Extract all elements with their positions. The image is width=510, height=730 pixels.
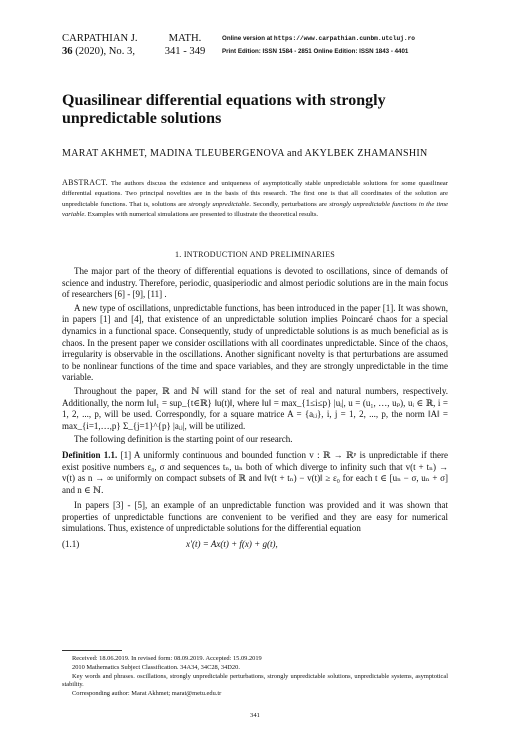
online-version	[222, 32, 482, 45]
abstract-label: ABSTRACT.	[62, 178, 108, 187]
volume-number: 36	[62, 46, 73, 57]
received-dates: Received: 18.06.2019. In revised form: 08.09.2019. Accepted: 15.09.2019	[72, 655, 262, 662]
edition-info	[222, 32, 482, 58]
abstract-emphasis-1: strongly unpredictable	[188, 200, 250, 208]
msc-classification: 2010 Mathematics Subject Classification. 34A34, 34C28, 34D20.	[72, 663, 240, 671]
section-heading: 1. INTRODUCTION AND PRELIMINARIES	[174, 250, 336, 259]
journal-info	[62, 32, 157, 58]
abstract-text-2: . Secondly, perturbations are	[249, 200, 330, 208]
journal-subject: MATH.	[168, 33, 202, 44]
page-range: 341 - 349	[164, 46, 206, 57]
body-text	[62, 266, 448, 553]
footnote-rule	[62, 650, 122, 651]
online-url-link[interactable]: https://www.carpathian.cunbm.utcluj.ro	[273, 35, 416, 42]
abstract-text-3: . Examples with numerical simulations are presented to illustrate the theoretical results.	[84, 210, 319, 218]
page-number: 341	[250, 712, 260, 719]
equation-1-1	[62, 539, 448, 553]
corresponding-author: Corresponding author: Marat Akhmet; marat@metu.edu.tr	[72, 690, 222, 698]
definition-label: Definition 1.1.	[62, 449, 118, 460]
author-list	[62, 148, 462, 159]
journal-name: CARPATHIAN J.	[62, 33, 138, 44]
definition-text: [1] A uniformly continuous and bounded function v : ℝ → ℝᵖ is unpredictable if there exist positive numbers ε₀, σ and sequences tₙ, uₙ both of which diverge to infinity such that v(t + tₙ) → v(t) as n → ∞ uniformly on compact subsets of ℝ and ‖v(t + tₙ) − v(t)‖ ≥ ε₀ for each t ∈ [uₙ − σ, uₙ + σ] and n ∈ ℕ.	[62, 449, 448, 495]
paragraph-2: A new type of oscillations, unpredictable functions, has been introduced in the paper [1]. It was shown, in papers [1] and [4], that existence of an unpredictable solution implies Poincaré chaos for a special dynamics in a functional space. Consequently, study of unpredictable solutions is as much beneficial as is chaos. In the present paper we consider oscillations with all coordinates unpredictable. Since of the chaos, irregularity is observable in the oscillations. Another significant novelty is that perturbations are assumed to be nonlinear functions of the time and space variables, and they are strongly unpredictable in the time variable.	[62, 302, 448, 383]
footnotes	[62, 655, 448, 699]
abstract-text-1: The authors discuss the existence and uniqueness of asymptotically stable unpredictable solutions for some quasilinear differential equations. Two principal novelties are in the basis of this research. The first one is that all coordinates of the solution are unpredictable functions. That is, solutions are	[62, 180, 448, 208]
paragraph-3: Throughout the paper, ℝ and ℕ will stand for the set of real and natural numbers, respectively. Additionally, the norm ‖u‖₁ = sup_{t∈ℝ} ‖u(t)‖, where ‖u‖ = max_{1≤i≤p} |uᵢ|, u = (u₁, …, uₚ), uᵢ ∈ ℝ, i = 1, 2, ..., p, will be used. Correspondly, for a square matrice A = {aᵢⱼ}, i, j = 1, 2, ..., p, the norm ‖A‖ = max_{i=1,…,p} Σ_{j=1}^{p} |aᵢⱼ|, will be utilized.	[62, 385, 448, 431]
paragraph-1: The major part of the theory of differential equations is devoted to oscillations, since of demands of science and industry. Therefore, periodic, quasiperiodic and almost periodic solutions are in the main focus of researchers [6] - [9], [11] .	[62, 266, 448, 300]
equation-number: (1.1)	[62, 539, 80, 550]
equation-formula: x′(t) = Ax(t) + f(x) + g(t),	[186, 539, 278, 550]
paragraph-5: In papers [3] - [5], an example of an unpredictable function was provided and it was shown that properties of unpredictable functions are convenient to be verified and they are easy for numerical simulations. Thus, existence of unpredictable solutions for the differential equation	[62, 500, 448, 534]
subject-info	[160, 32, 210, 58]
abstract-emphasis-2: strongly unpredictable functions in the time variable	[62, 200, 448, 218]
authors-text: MARAT AKHMET, MADINA TLEUBERGENOVA and AKYLBEK ZHAMANSHIN	[62, 148, 428, 159]
paper-title: Quasilinear differential equations with strongly unpredictable solutions	[62, 92, 386, 127]
issn-line: Print Edition: ISSN 1584 - 2851 Online Edition: ISSN 1843 - 4401	[222, 48, 409, 55]
paragraph-4: The following definition is the starting point of our research.	[74, 434, 293, 445]
volume-issue: (2020), No. 3,	[72, 46, 135, 57]
online-prefix: Online version at	[222, 35, 274, 42]
journal-volume	[62, 45, 157, 58]
abstract	[62, 178, 448, 220]
keywords: Key words and phrases. oscillations, strongly unpredictable perturbations, strongly unpredictable solutions, unpredictable systems, asymptotical stability.	[62, 672, 448, 689]
definition-1-1	[62, 450, 448, 496]
